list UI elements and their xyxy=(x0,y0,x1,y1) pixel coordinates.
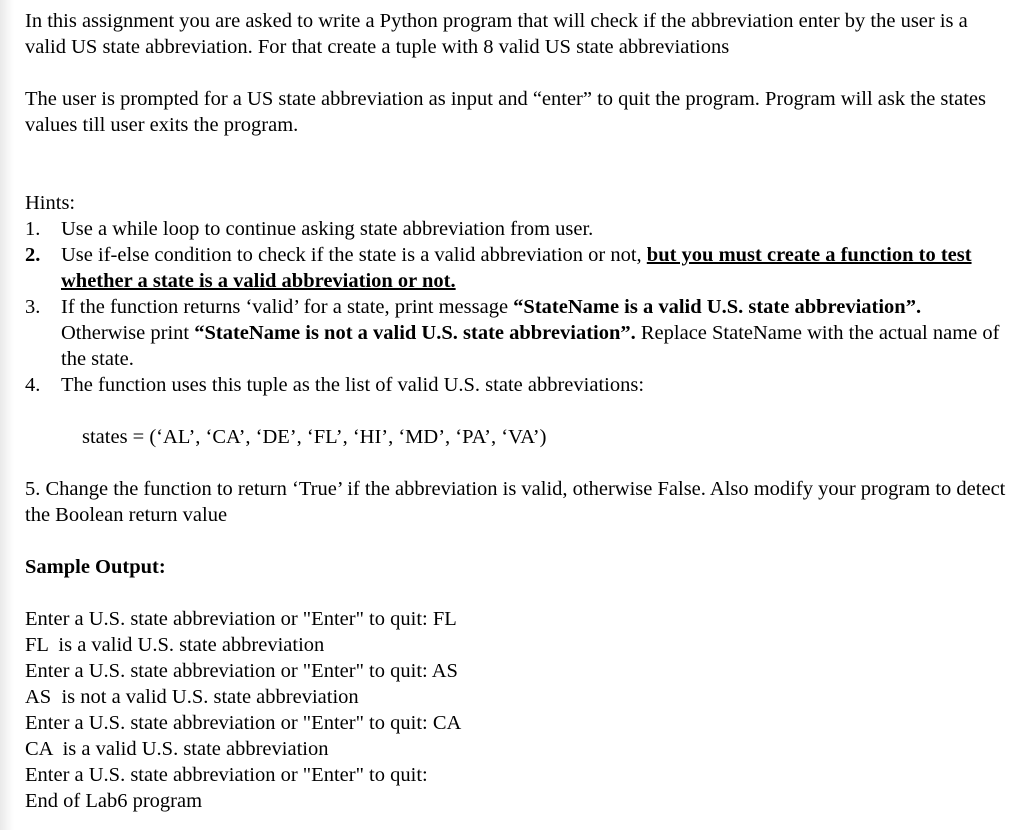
hint-item-4 xyxy=(25,372,1010,398)
hint-item-2 xyxy=(25,242,1010,294)
sample-output-line: CA is a valid U.S. state abbreviation xyxy=(25,738,329,760)
hint-bold-message-invalid: “StateName is not a valid U.S. state abbreviation”. xyxy=(194,322,636,344)
page-edge-shadow xyxy=(0,0,14,830)
hint-bold-message-valid: “StateName is a valid U.S. state abbreviation”. xyxy=(513,296,922,318)
hint-text: Use if-else condition to check if the state is a valid abbreviation or not, xyxy=(61,244,647,266)
document-body xyxy=(25,8,1010,814)
hint-text: The function uses this tuple as the list of valid U.S. state abbreviations: xyxy=(61,374,645,396)
sample-output-line: AS is not a valid U.S. state abbreviation xyxy=(25,686,359,708)
intro-paragraph-1: In this assignment you are asked to write a Python program that will check if the abbreviation enter by the user is a valid US state abbreviation. For that create a tuple with 8 valid US state abbreviations xyxy=(25,10,968,58)
hint-number: 2. xyxy=(25,244,41,266)
sample-output xyxy=(25,606,1010,814)
hint-text: Replace StateName with the actual name of the state. xyxy=(61,322,1000,370)
hint-text: If the function returns ‘valid’ for a state, print message xyxy=(61,296,514,318)
hint-item-3 xyxy=(25,294,1010,372)
hint-item-5: 5. Change the function to return ‘True’ if the abbreviation is valid, otherwise False. Also modify your program to detect the Boolean return value xyxy=(25,478,1006,526)
sample-output-line: Enter a U.S. state abbreviation or "Enter" to quit: xyxy=(25,764,428,786)
hints-title: Hints: xyxy=(25,192,76,214)
sample-output-title: Sample Output: xyxy=(25,556,166,578)
hint-emphasis: but you must create a function to test whether a state is a valid abbreviation or not. xyxy=(61,244,972,292)
sample-output-line: FL is a valid U.S. state abbreviation xyxy=(25,634,325,656)
hints-list xyxy=(25,216,1010,398)
hint-item-1 xyxy=(25,216,1010,242)
sample-output-line: Enter a U.S. state abbreviation or "Enter" to quit: FL xyxy=(25,608,457,630)
sample-output-line: Enter a U.S. state abbreviation or "Enter" to quit: CA xyxy=(25,712,462,734)
hint-text: Use a while loop to continue asking state abbreviation from user. xyxy=(61,218,594,240)
sample-output-line: Enter a U.S. state abbreviation or "Enter" to quit: AS xyxy=(25,660,458,682)
hint-number: 3. xyxy=(25,296,41,318)
hint-text: Otherwise print xyxy=(61,322,195,344)
states-tuple: states = (‘AL’, ‘CA’, ‘DE’, ‘FL’, ‘HI’, ‘MD’, ‘PA’, ‘VA’) xyxy=(82,426,547,448)
intro-paragraph-2: The user is prompted for a US state abbreviation as input and “enter” to quit the program. Program will ask the states values till user exits the program. xyxy=(25,88,986,136)
sample-output-line: End of Lab6 program xyxy=(25,790,203,812)
hint-number: 4. xyxy=(25,374,41,396)
hint-number: 1. xyxy=(25,218,41,240)
